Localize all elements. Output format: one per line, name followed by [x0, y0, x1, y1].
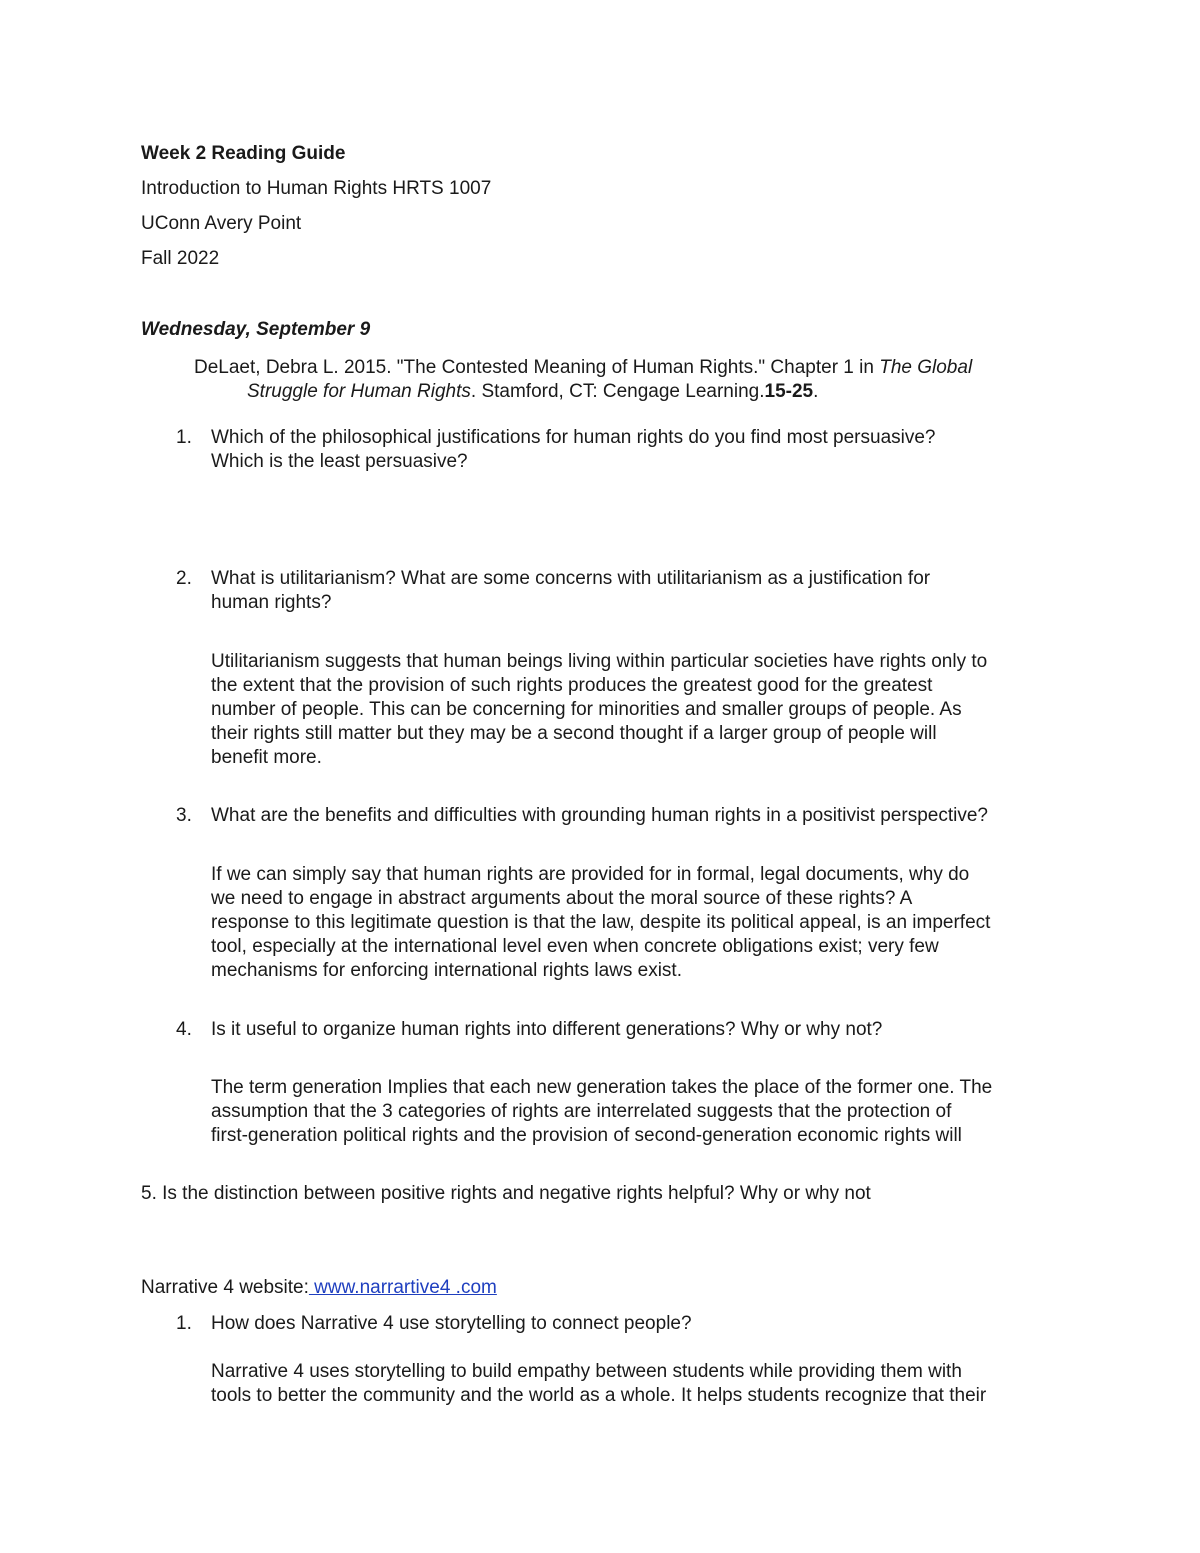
question-number: 4. [176, 1019, 192, 1040]
citation-authors: DeLaet, Debra L. 2015. "The Contested Meaning of Human Rights." Chapter 1 in [194, 357, 880, 378]
question-line: Which of the philosophical justifications for human rights do you find most persuasive? [211, 427, 936, 448]
answer-text [211, 1076, 1081, 1148]
question-number: 3. [176, 805, 192, 826]
question-line: Is it useful to organize human rights into different generations? Why or why not? [211, 1019, 883, 1040]
narrative-website-link[interactable]: www.narrartive4 .com [308, 1277, 497, 1298]
question-5: 5. Is the distinction between positive rights and negative rights helpful? Why or why not [141, 1183, 871, 1204]
question-number: 2. [176, 568, 192, 589]
answer-line: benefit more. [211, 747, 322, 768]
term: Fall 2022 [141, 248, 220, 269]
answer-line: we need to engage in abstract arguments about the moral source of these rights? A [211, 888, 913, 909]
question-text [211, 804, 1081, 828]
citation-book-title-part2: Struggle for Human Rights [247, 381, 471, 402]
citation-publisher: . Stamford, CT: Cengage Learning. [470, 381, 765, 402]
citation-line-2 [194, 380, 1094, 404]
answer-line: tool, especially at the international level even when concrete obligations exist; very few [211, 936, 939, 957]
question-line: Which is the least persuasive? [211, 451, 468, 472]
question-text [211, 1312, 1081, 1336]
question-line: What are the benefits and difficulties with grounding human rights in a positivist perspective? [211, 805, 988, 826]
answer-line: Narrative 4 uses storytelling to build empathy between students while providing them with [211, 1361, 962, 1382]
question-line: How does Narrative 4 use storytelling to connect people? [211, 1313, 692, 1334]
answer-line: response to this legitimate question is that the law, despite its political appeal, is an imperfect [211, 912, 991, 933]
answer-text [211, 1360, 1081, 1408]
question-line: human rights? [211, 592, 332, 613]
answer-line: the extent that the provision of such rights produces the greatest good for the greatest [211, 675, 933, 696]
answer-line: mechanisms for enforcing international rights laws exist. [211, 960, 682, 981]
question-text [211, 567, 1081, 615]
answer-line: tools to better the community and the world as a whole. It helps students recognize that their [211, 1385, 987, 1406]
question-number: 1. [176, 427, 192, 448]
citation-pages: 15-25 [764, 381, 814, 402]
answer-text [211, 650, 1081, 770]
course-name: Introduction to Human Rights HRTS 1007 [141, 178, 492, 199]
answer-line: The term generation Implies that each new generation takes the place of the former one. The [211, 1077, 993, 1098]
answer-line: their rights still matter but they may be a second thought if a larger group of people will [211, 723, 937, 744]
answer-text [211, 863, 1081, 983]
answer-line: If we can simply say that human rights are provided for in formal, legal documents, why do [211, 864, 970, 885]
question-number: 1. [176, 1313, 192, 1334]
answer-line: assumption that the 3 categories of rights are interrelated suggests that the protection of [211, 1101, 952, 1122]
question-text [211, 1018, 1081, 1042]
narrative-label: Narrative 4 website: [141, 1277, 309, 1298]
citation-book-title-part1: The Global [879, 357, 973, 378]
answer-line: number of people. This can be concerning for minorities and smaller groups of people. As [211, 699, 962, 720]
session-date-heading: Wednesday, September 9 [141, 319, 371, 340]
narrative-website-line [141, 1276, 497, 1300]
question-text [211, 426, 1081, 474]
answer-line: first-generation political rights and the provision of second-generation economic rights will [211, 1125, 962, 1146]
question-line: What is utilitarianism? What are some concerns with utilitarianism as a justification for [211, 568, 931, 589]
citation-end: . [813, 381, 819, 402]
school-name: UConn Avery Point [141, 213, 302, 234]
reading-citation [194, 356, 1094, 404]
answer-line: Utilitarianism suggests that human beings living within particular societies have rights only to [211, 651, 988, 672]
document-title: Week 2 Reading Guide [141, 143, 346, 164]
